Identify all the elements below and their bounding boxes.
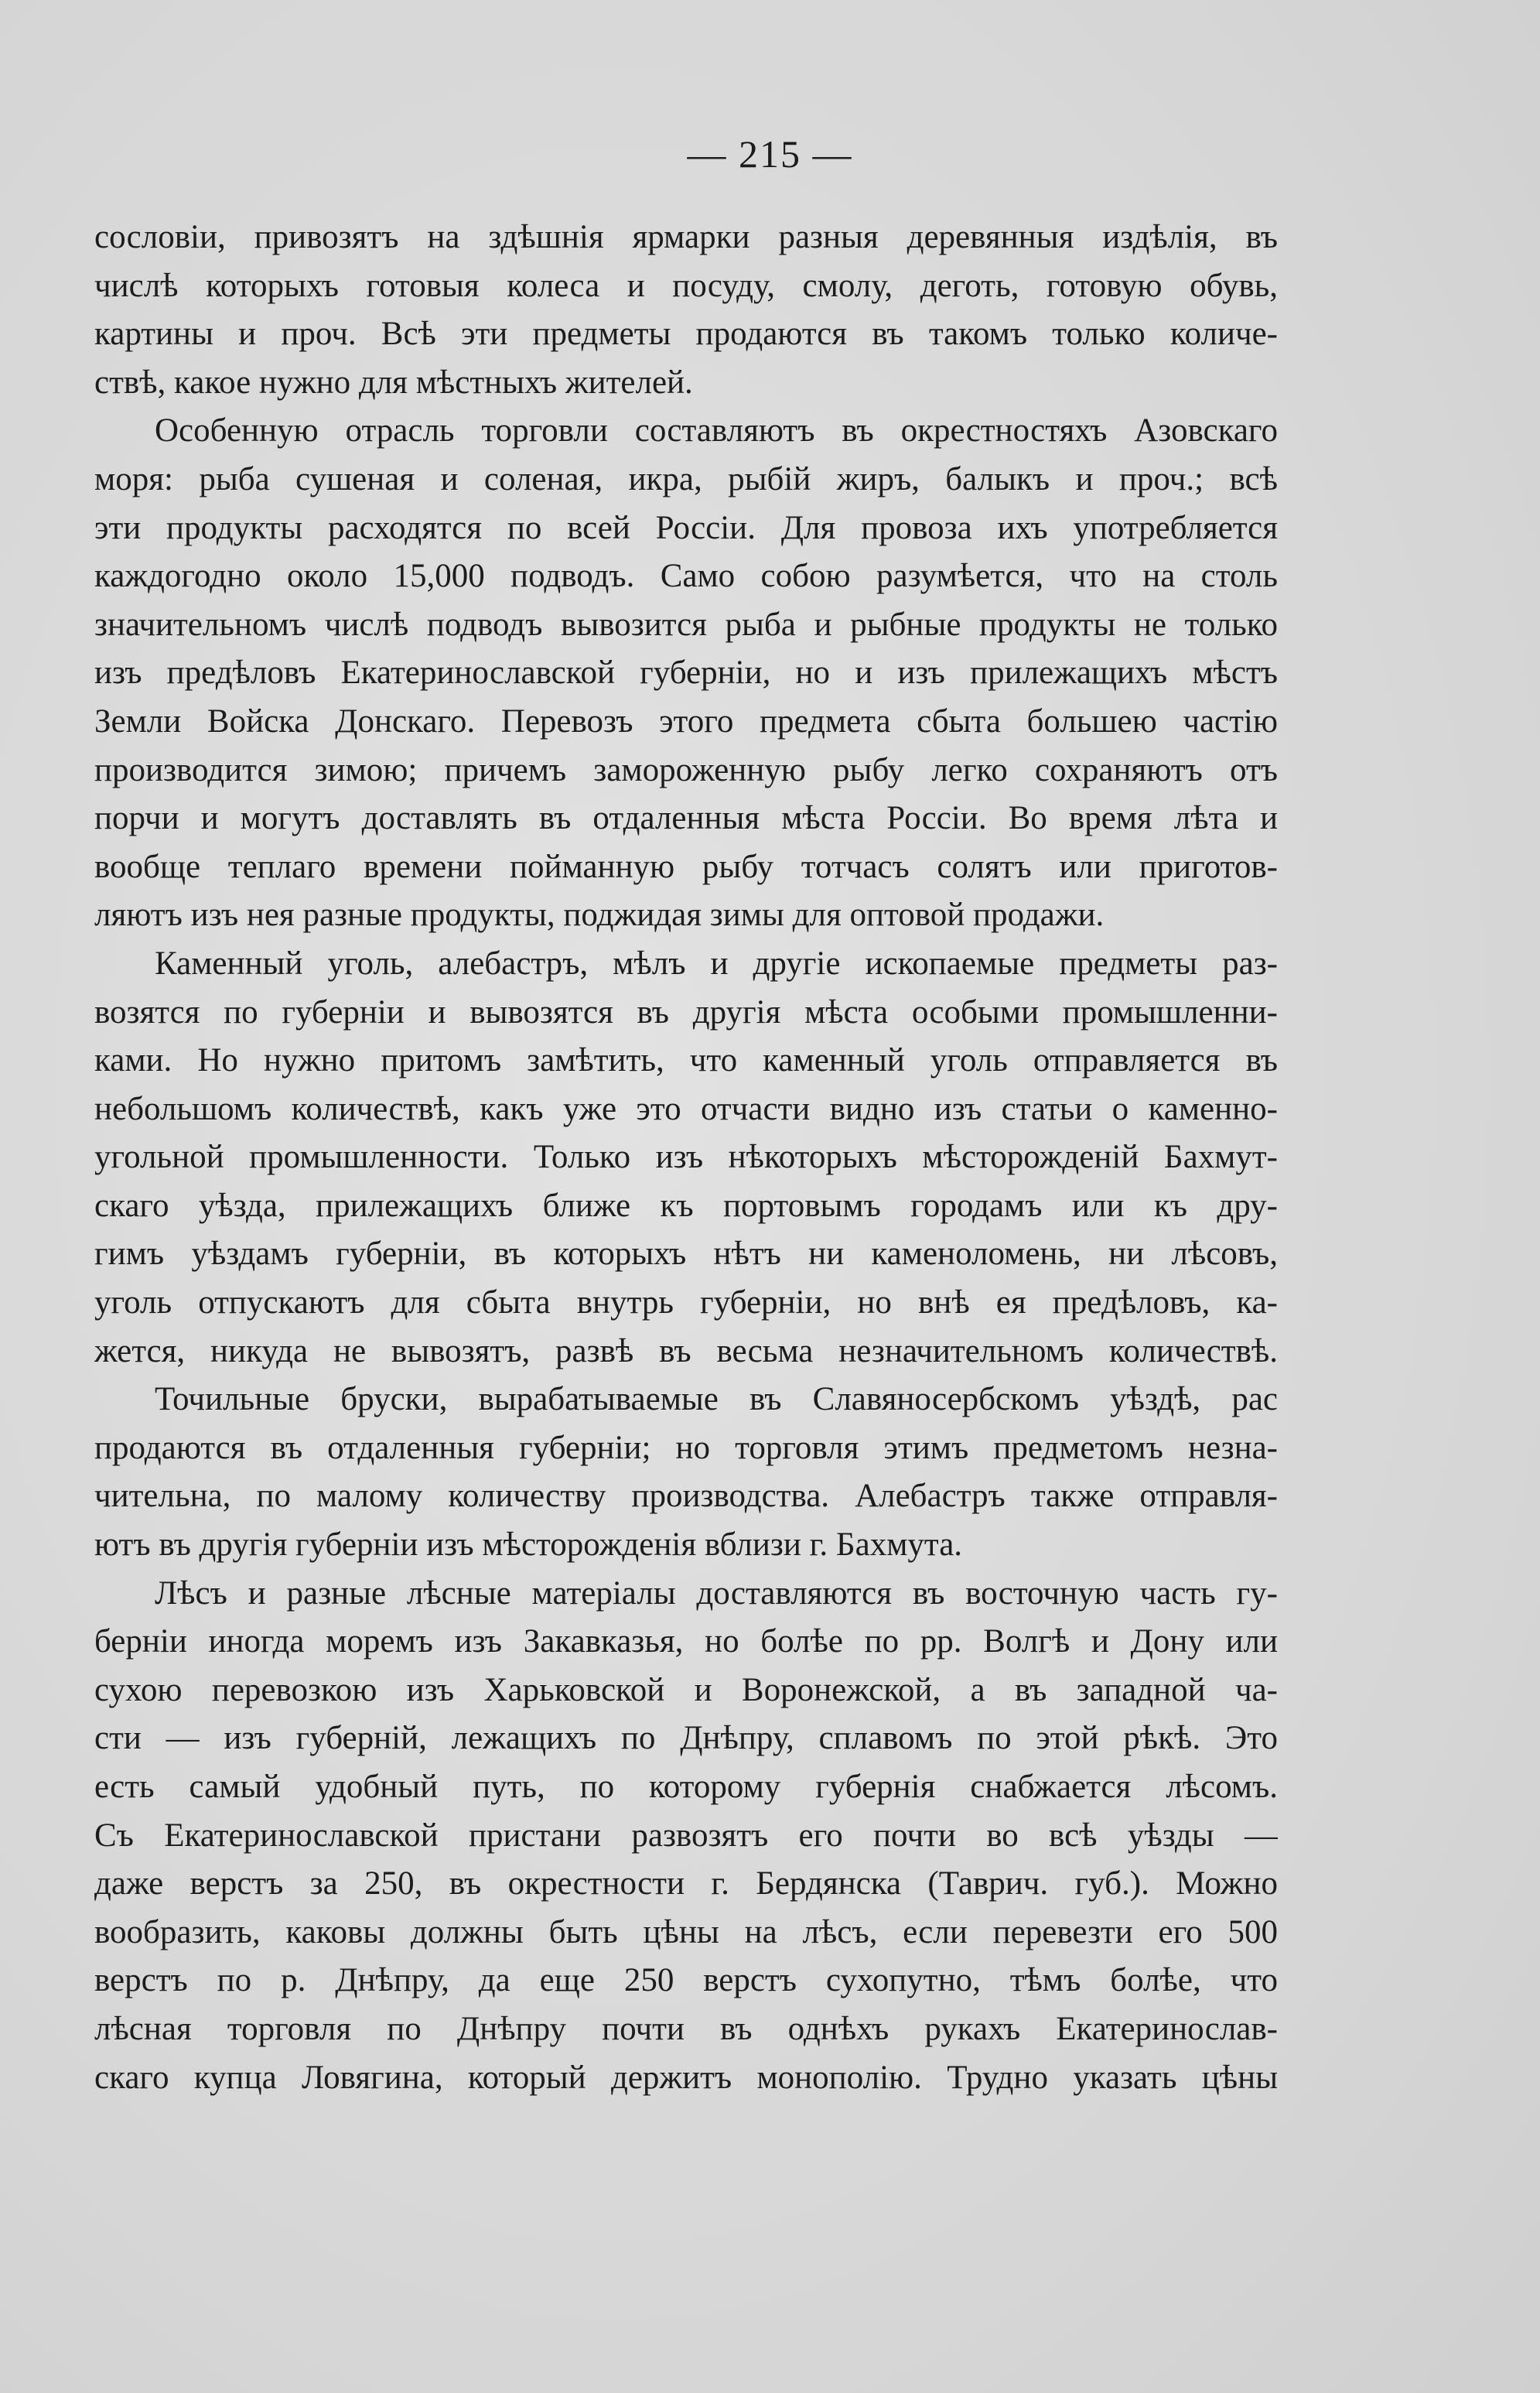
text-line: Земли Войска Донскаго. Перевозъ этого предмета сбыта большею частію: [94, 703, 1278, 740]
text-line: Особенную отрасль торговли составляютъ въ окрестностяхъ Азовскаго: [155, 412, 1278, 450]
page-number: — 215 —: [687, 132, 853, 176]
text-line: угольной промышленности. Только изъ нѣкоторыхъ мѣсторожденій Бахмут-: [94, 1139, 1278, 1176]
text-line: даже верстъ за 250, въ окрестности г. Бердянска (Таврич. губ.). Можно: [94, 1865, 1278, 1902]
text-line: производится зимою; причемъ замороженную рыбу легко сохраняютъ отъ: [94, 751, 1278, 788]
text-line: есть самый удобный путь, по которому губернія снабжается лѣсомъ.: [94, 1769, 1278, 1805]
text-line: сухою перевозкою изъ Харьковской и Воронежской, а въ западной ча-: [94, 1671, 1278, 1708]
text-line: ютъ въ другія губерніи изъ мѣсторожденія вблизи г. Бахмута.: [94, 1526, 963, 1564]
text-line: верстъ по р. Днѣпру, да еще 250 верстъ сухопутно, тѣмъ болѣе, что: [94, 1962, 1278, 1999]
text-line: скаго уѣзда, прилежащихъ ближе къ портовымъ городамъ или къ дру-: [94, 1187, 1278, 1224]
text-line: Съ Екатеринославской пристани развозятъ его почти во всѣ уѣзды —: [94, 1817, 1278, 1854]
text-line: чительна, по малому количеству производства. Алебастръ также отправля-: [94, 1478, 1278, 1515]
text-line: каждогодно около 15,000 подводъ. Само собою разумѣется, что на столь: [94, 558, 1278, 595]
text-line: моря: рыба сушеная и соленая, икра, рыбій жиръ, балыкъ и проч.; всѣ: [94, 460, 1278, 497]
text-line: числѣ которыхъ готовыя колеса и посуду, смолу, деготь, готовую обувь,: [94, 267, 1278, 304]
text-line: берніи иногда моремъ изъ Закавказья, но болѣе по рр. Волгѣ и Дону или: [94, 1623, 1278, 1660]
text-line: эти продукты расходятся по всей Россіи. Для провоза ихъ употребляется: [94, 509, 1278, 546]
text-line: небольшомъ количествѣ, какъ уже это отчасти видно изъ статьи о каменно-: [94, 1090, 1278, 1127]
text-line: возятся по губерніи и вывозятся въ другія мѣста особыми промышленни-: [94, 993, 1278, 1031]
text-line: скаго купца Ловягина, который держитъ монополію. Трудно указать цѣны: [94, 2059, 1278, 2096]
text-line: изъ предѣловъ Екатеринославской губерніи, но и изъ прилежащихъ мѣстъ: [94, 655, 1278, 692]
text-line: порчи и могутъ доставлять въ отдаленныя мѣста Россіи. Во время лѣта и: [94, 800, 1278, 837]
text-line: вообразить, каковы должны быть цѣны на лѣсъ, если перевезти его 500: [94, 1913, 1278, 1950]
text-line: уголь отпускаютъ для сбыта внутрь губерніи, но внѣ ея предѣловъ, ка-: [94, 1284, 1278, 1321]
text-line: жется, никуда не вывозятъ, развѣ въ весьма незначительномъ количествѣ.: [94, 1332, 1278, 1369]
text-line: ляютъ изъ нея разные продукты, поджидая зимы для оптовой продажи.: [94, 897, 1105, 934]
text-line: лѣсная торговля по Днѣпру почти въ однѣхъ рукахъ Екатеринослав-: [94, 2010, 1278, 2047]
text-line: Лѣсъ и разные лѣсные матеріалы доставляются въ восточную часть гу-: [155, 1574, 1278, 1612]
body-text: [94, 214, 1278, 2102]
text-line: гимъ уѣздамъ губерніи, въ которыхъ нѣтъ ни каменоломень, ни лѣсовъ,: [94, 1236, 1278, 1273]
text-line: Каменный уголь, алебастръ, мѣлъ и другіе ископаемые предметы раз-: [155, 945, 1278, 982]
text-line: продаются въ отдаленныя губерніи; но торговля этимъ предметомъ незна-: [94, 1429, 1278, 1466]
text-line: сти — изъ губерній, лежащихъ по Днѣпру, сплавомъ по этой рѣкѣ. Это: [94, 1720, 1278, 1757]
text-line: Точильные бруски, вырабатываемые въ Славяносербскомъ уѣздѣ, рас: [155, 1381, 1278, 1418]
text-line: сословіи, привозятъ на здѣшнія ярмарки разныя деревянныя издѣлія, въ: [94, 219, 1278, 255]
text-line: ками. Но нужно притомъ замѣтить, что каменный уголь отправляется въ: [94, 1042, 1278, 1079]
text-line: вообще теплаго времени пойманную рыбу тотчасъ солятъ или приготов-: [94, 848, 1278, 885]
text-line: картины и проч. Всѣ эти предметы продаются въ такомъ только количе-: [94, 316, 1278, 353]
text-line: значительномъ числѣ подводъ вывозится рыба и рыбные продукты не только: [94, 606, 1278, 643]
text-line: ствѣ, какое нужно для мѣстныхъ жителей.: [94, 364, 693, 401]
